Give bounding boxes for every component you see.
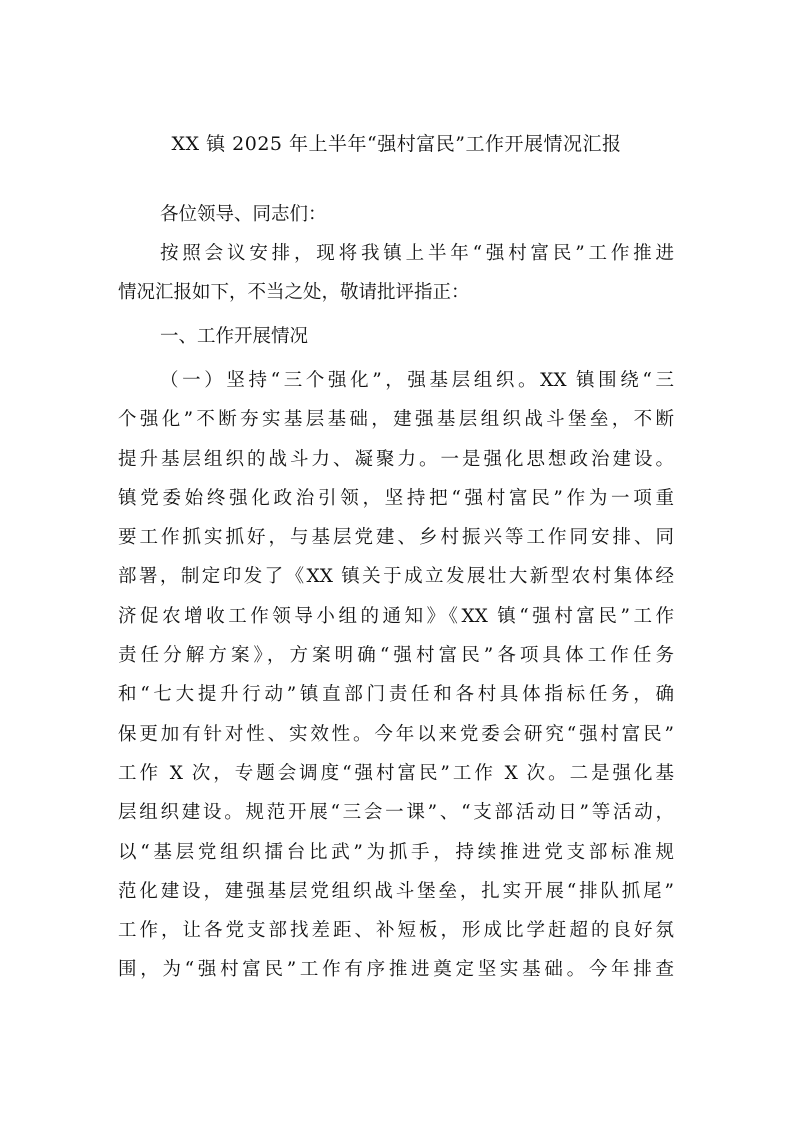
body-line: 以“基层党组织擂台比武”为抓手，持续推进党支部标准规 bbox=[118, 841, 674, 863]
salutation-line: 各位领导、同志们： bbox=[160, 204, 327, 225]
body-line: 镇党委始终强化政治引领，坚持把“强村富民”作为一项重 bbox=[118, 487, 674, 509]
salutation-paragraph bbox=[118, 195, 674, 234]
body-line: 保更加有针对性、实效性。今年以来党委会研究“强村富民” bbox=[118, 723, 674, 745]
body-line: 个强化”不断夯实基层基础，建强基层组织战斗堡垒，不断 bbox=[118, 409, 674, 431]
document-title: XX 镇 2025 年上半年“强村富民”工作开展情况汇报 bbox=[171, 133, 622, 155]
body-line: 责任分解方案》，方案明确“强村富民”各项具体工作任务 bbox=[118, 645, 674, 667]
body-line: 工作 X 次，专题会调度“强村富民”工作 X 次。二是强化基 bbox=[118, 762, 674, 784]
body-line: 部署，制定印发了《XX 镇关于成立发展壮大新型农村集体经 bbox=[118, 566, 674, 588]
body-line: 和“七大提升行动”镇直部门责任和各村具体指标任务，确 bbox=[118, 684, 674, 706]
section-heading-paragraph bbox=[118, 317, 674, 356]
intro-line: 按照会议安排，现将我镇上半年“强村富民”工作推进 bbox=[160, 243, 674, 264]
body-paragraph bbox=[118, 361, 674, 990]
body-line: （一）坚持“三个强化”，强基层组织。XX 镇围绕“三 bbox=[160, 370, 674, 391]
body-line: 范化建设，建强基层党组织战斗堡垒，扎实开展“排队抓尾” bbox=[118, 880, 674, 902]
body-line: 提升基层组织的战斗力、凝聚力。一是强化思想政治建设。 bbox=[118, 448, 674, 470]
body-line: 济促农增收工作领导小组的通知》《XX 镇“强村富民”工作 bbox=[118, 605, 674, 627]
section-heading: 一、工作开展情况 bbox=[160, 326, 309, 347]
body-line: 工作，让各党支部找差距、补短板，形成比学赶超的良好氛 bbox=[118, 920, 674, 942]
body-line: 围，为“强村富民”工作有序推进奠定坚实基础。今年排查 bbox=[118, 959, 674, 981]
body-line: 层组织建设。规范开展“三会一课”、“支部活动日”等活动， bbox=[118, 802, 674, 824]
intro-line: 情况汇报如下，不当之处，敬请批评指正： bbox=[118, 282, 470, 304]
intro-paragraph bbox=[118, 234, 674, 313]
body-line: 要工作抓实抓好，与基层党建、乡村振兴等工作同安排、同 bbox=[118, 527, 674, 549]
